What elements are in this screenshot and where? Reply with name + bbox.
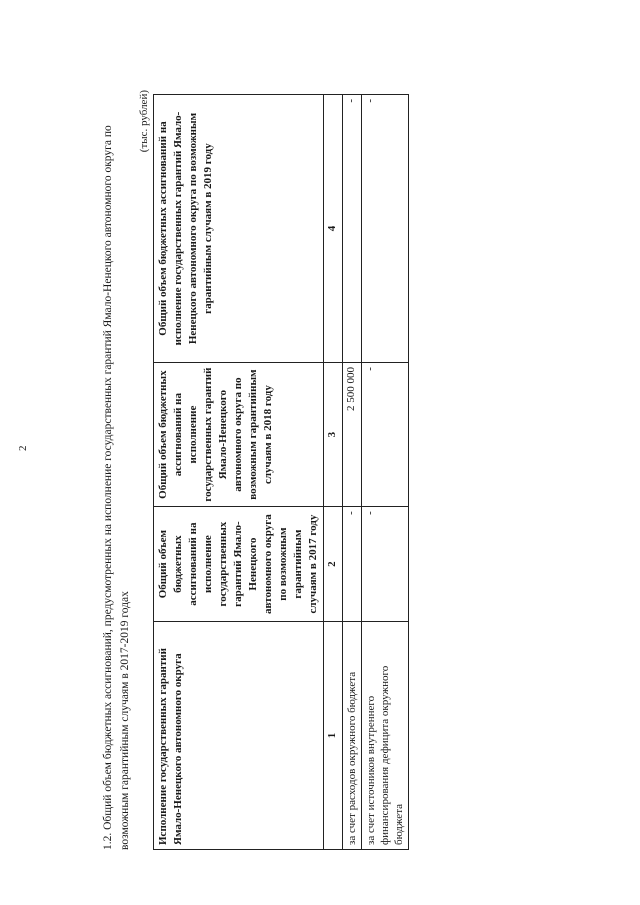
column-number-row: [324, 95, 343, 850]
value-cell: 2 500 000: [343, 363, 362, 507]
header-col-2: Общий объем бюджетных ассигнований на исполнение государственных гарантий Ямало-Ненецкого автономного округа по возможным гарантийным случаям в 2017 году: [154, 507, 324, 622]
row-label: за счет источников внутреннего финансирования дефицита окружного бюджета: [362, 622, 409, 850]
column-number: 1: [324, 622, 343, 850]
table-row: [362, 95, 409, 850]
column-number: 4: [324, 95, 343, 363]
value-cell: -: [362, 507, 409, 622]
value-cell: -: [362, 95, 409, 363]
section-heading: 1.2. Общий объем бюджетных ассигнований, предусмотренных на исполнение государственных гарантий Ямало-Ненецкого автономного округа по возможным гарантийным случаям в 2017-2019 годах: [102, 125, 131, 850]
column-number: 2: [324, 507, 343, 622]
row-label: за счет расходов окружного бюджета: [343, 622, 362, 850]
table-row: [343, 95, 362, 850]
header-col-3: Общий объем бюджетных ассигнований на исполнение государственных гарантий Ямало-Ненецкого автономного округа по возможным гарантийным случаям в 2018 году: [154, 363, 324, 507]
guarantees-table: [153, 94, 409, 850]
value-cell: -: [362, 363, 409, 507]
header-col-1: Исполнение государственных гарантий Ямало-Ненецкого автономного округа: [154, 622, 324, 850]
column-number: 3: [324, 363, 343, 507]
units-label: (тыс. рублей): [138, 90, 150, 153]
value-cell: -: [343, 95, 362, 363]
page-number: 2: [17, 445, 29, 451]
rotated-sheet: [100, 90, 620, 850]
value-cell: -: [343, 507, 362, 622]
header-col-4: Общий объем бюджетных ассигнований на исполнение государственных гарантий Ямало-Ненецкого автономного округа по возможным гарантийным случаям в 2019 году: [154, 95, 324, 363]
header-row: [154, 95, 324, 850]
